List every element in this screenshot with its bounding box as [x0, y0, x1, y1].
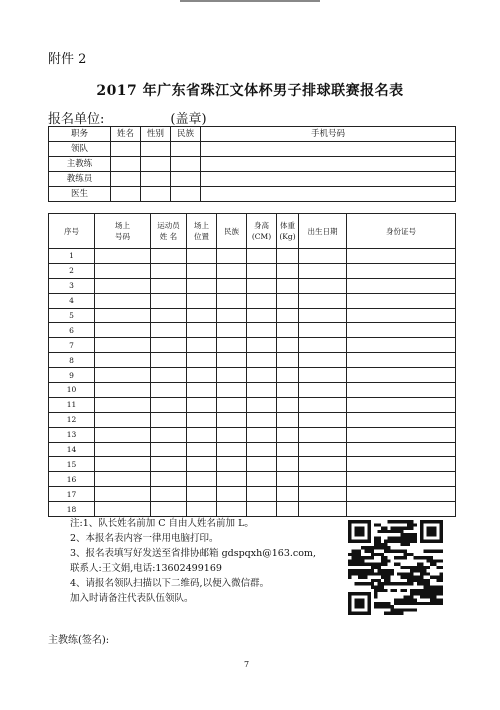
player-blank-cell — [299, 263, 347, 278]
player-blank-cell — [277, 278, 299, 293]
player-blank-cell — [347, 263, 456, 278]
player-blank-cell — [151, 472, 187, 487]
player-blank-cell — [277, 487, 299, 502]
player-blank-cell — [95, 353, 151, 368]
player-blank-cell — [347, 338, 456, 353]
player-blank-cell — [277, 412, 299, 427]
player-blank-cell — [347, 323, 456, 338]
player-blank-cell — [187, 308, 217, 323]
player-blank-cell — [187, 427, 217, 442]
player-blank-cell — [95, 397, 151, 412]
player-blank-cell — [347, 412, 456, 427]
player-blank-cell — [247, 338, 277, 353]
player-header-cell: 场上 号码 — [95, 214, 151, 249]
player-header-cell: 运动员 姓 名 — [151, 214, 187, 249]
unit-line — [48, 108, 207, 127]
player-blank-cell — [299, 353, 347, 368]
staff-row — [49, 187, 456, 202]
staff-blank-cell — [201, 187, 456, 202]
player-row — [49, 278, 456, 293]
player-blank-cell — [187, 502, 217, 517]
note-line: 3、报名表填写好发送至省排协邮箱 gdspqxh@163.com, — [70, 548, 316, 559]
player-blank-cell — [217, 427, 247, 442]
player-blank-cell — [347, 427, 456, 442]
player-blank-cell — [151, 397, 187, 412]
player-blank-cell — [247, 457, 277, 472]
player-row-number: 2 — [49, 263, 95, 278]
player-blank-cell — [299, 502, 347, 517]
player-blank-cell — [187, 383, 217, 398]
staff-role-cell: 领队 — [49, 142, 111, 157]
player-blank-cell — [299, 278, 347, 293]
player-row — [49, 427, 456, 442]
player-blank-cell — [247, 308, 277, 323]
note-line: 加入时请备注代表队伍领队。 — [70, 593, 194, 604]
wechat-qr-code-icon — [348, 520, 443, 615]
player-row — [49, 472, 456, 487]
player-blank-cell — [299, 442, 347, 457]
player-blank-cell — [95, 472, 151, 487]
player-row-number: 4 — [49, 293, 95, 308]
player-row — [49, 293, 456, 308]
player-header-cell: 场上 位置 — [187, 214, 217, 249]
player-row-number: 1 — [49, 249, 95, 264]
staff-blank-cell — [141, 187, 171, 202]
page-number: 7 — [244, 660, 250, 669]
player-blank-cell — [187, 293, 217, 308]
player-blank-cell — [347, 353, 456, 368]
player-blank-cell — [247, 502, 277, 517]
staff-blank-cell — [171, 172, 201, 187]
player-row-number: 7 — [49, 338, 95, 353]
note-line: 注:1、队长姓名前加 C 自由人姓名前加 L。 — [70, 518, 254, 529]
player-blank-cell — [247, 442, 277, 457]
player-header-cell: 出生日期 — [299, 214, 347, 249]
player-blank-cell — [187, 412, 217, 427]
player-blank-cell — [277, 308, 299, 323]
player-blank-cell — [299, 383, 347, 398]
player-header-cell: 身高 (CM) — [247, 214, 277, 249]
player-blank-cell — [187, 487, 217, 502]
player-blank-cell — [151, 412, 187, 427]
player-blank-cell — [299, 249, 347, 264]
player-blank-cell — [151, 353, 187, 368]
staff-blank-cell — [141, 142, 171, 157]
player-blank-cell — [347, 457, 456, 472]
player-blank-cell — [277, 502, 299, 517]
player-blank-cell — [347, 442, 456, 457]
player-blank-cell — [95, 263, 151, 278]
player-blank-cell — [247, 383, 277, 398]
player-blank-cell — [277, 442, 299, 457]
player-blank-cell — [247, 427, 277, 442]
player-blank-cell — [95, 368, 151, 383]
staff-blank-cell — [201, 172, 456, 187]
player-blank-cell — [299, 397, 347, 412]
staff-blank-cell — [201, 142, 456, 157]
signature-label: 主教练(签名): — [48, 635, 110, 646]
player-blank-cell — [95, 338, 151, 353]
player-blank-cell — [187, 353, 217, 368]
player-blank-cell — [347, 278, 456, 293]
player-blank-cell — [217, 397, 247, 412]
player-blank-cell — [95, 412, 151, 427]
player-blank-cell — [247, 412, 277, 427]
player-blank-cell — [151, 338, 187, 353]
player-row — [49, 249, 456, 264]
player-blank-cell — [217, 472, 247, 487]
notes-block — [70, 516, 350, 606]
staff-row — [49, 172, 456, 187]
player-blank-cell — [151, 457, 187, 472]
staff-blank-cell — [111, 187, 141, 202]
player-row-number: 14 — [49, 442, 95, 457]
staff-header-cell: 性别 — [141, 127, 171, 142]
note-line: 4、请报名领队扫描以下二维码,以便入微信群。 — [70, 578, 270, 589]
player-blank-cell — [217, 249, 247, 264]
player-row-number: 16 — [49, 472, 95, 487]
player-blank-cell — [217, 457, 247, 472]
player-row — [49, 263, 456, 278]
player-blank-cell — [277, 249, 299, 264]
staff-role-cell: 教练员 — [49, 172, 111, 187]
staff-blank-cell — [141, 172, 171, 187]
player-row — [49, 487, 456, 502]
player-blank-cell — [247, 278, 277, 293]
player-blank-cell — [95, 502, 151, 517]
player-blank-cell — [187, 249, 217, 264]
player-blank-cell — [187, 457, 217, 472]
staff-table — [48, 126, 456, 202]
player-blank-cell — [151, 249, 187, 264]
player-row-number: 18 — [49, 502, 95, 517]
unit-suffix: (盖章) — [170, 112, 207, 127]
player-blank-cell — [277, 397, 299, 412]
player-row-number: 8 — [49, 353, 95, 368]
player-blank-cell — [347, 502, 456, 517]
player-blank-cell — [299, 457, 347, 472]
player-blank-cell — [277, 368, 299, 383]
player-row — [49, 323, 456, 338]
player-blank-cell — [95, 293, 151, 308]
staff-header-cell: 手机号码 — [201, 127, 456, 142]
player-blank-cell — [217, 293, 247, 308]
player-blank-cell — [299, 487, 347, 502]
player-blank-cell — [299, 427, 347, 442]
staff-row — [49, 142, 456, 157]
staff-blank-cell — [111, 142, 141, 157]
player-blank-cell — [347, 368, 456, 383]
player-row — [49, 412, 456, 427]
staff-blank-cell — [171, 187, 201, 202]
staff-header-cell: 民族 — [171, 127, 201, 142]
player-blank-cell — [277, 263, 299, 278]
staff-role-cell: 主教练 — [49, 157, 111, 172]
staff-blank-cell — [141, 157, 171, 172]
player-blank-cell — [347, 293, 456, 308]
staff-blank-cell — [111, 172, 141, 187]
player-blank-cell — [277, 383, 299, 398]
player-blank-cell — [151, 502, 187, 517]
player-blank-cell — [187, 442, 217, 457]
player-header-cell: 体重 (Kg) — [277, 214, 299, 249]
player-blank-cell — [217, 323, 247, 338]
player-blank-cell — [95, 323, 151, 338]
staff-header-cell: 姓名 — [111, 127, 141, 142]
player-blank-cell — [151, 293, 187, 308]
player-blank-cell — [187, 263, 217, 278]
player-blank-cell — [347, 249, 456, 264]
player-blank-cell — [299, 323, 347, 338]
player-blank-cell — [299, 338, 347, 353]
player-blank-cell — [347, 397, 456, 412]
player-blank-cell — [277, 457, 299, 472]
player-blank-cell — [247, 368, 277, 383]
player-blank-cell — [217, 383, 247, 398]
player-blank-cell — [247, 263, 277, 278]
player-blank-cell — [217, 368, 247, 383]
player-blank-cell — [277, 353, 299, 368]
player-row-number: 12 — [49, 412, 95, 427]
player-blank-cell — [347, 383, 456, 398]
player-blank-cell — [151, 323, 187, 338]
player-row — [49, 338, 456, 353]
player-blank-cell — [277, 323, 299, 338]
player-blank-cell — [187, 323, 217, 338]
player-blank-cell — [217, 278, 247, 293]
player-blank-cell — [151, 442, 187, 457]
player-blank-cell — [277, 338, 299, 353]
staff-header-cell: 职务 — [49, 127, 111, 142]
player-header-cell: 身份证号 — [347, 214, 456, 249]
player-blank-cell — [247, 472, 277, 487]
player-blank-cell — [247, 353, 277, 368]
player-blank-cell — [217, 487, 247, 502]
player-blank-cell — [187, 472, 217, 487]
player-blank-cell — [217, 353, 247, 368]
player-header-cell: 民族 — [217, 214, 247, 249]
player-header-row — [49, 214, 456, 249]
player-blank-cell — [217, 338, 247, 353]
player-row — [49, 457, 456, 472]
unit-label: 报名单位: — [48, 112, 105, 127]
player-blank-cell — [299, 368, 347, 383]
player-blank-cell — [247, 487, 277, 502]
player-blank-cell — [299, 293, 347, 308]
player-blank-cell — [217, 442, 247, 457]
staff-blank-cell — [171, 157, 201, 172]
player-blank-cell — [347, 472, 456, 487]
player-blank-cell — [217, 502, 247, 517]
player-blank-cell — [187, 397, 217, 412]
player-blank-cell — [151, 278, 187, 293]
player-blank-cell — [247, 293, 277, 308]
player-blank-cell — [299, 472, 347, 487]
staff-row — [49, 157, 456, 172]
player-row-number: 10 — [49, 383, 95, 398]
player-blank-cell — [347, 308, 456, 323]
player-row-number: 13 — [49, 427, 95, 442]
player-blank-cell — [151, 368, 187, 383]
player-row-number: 3 — [49, 278, 95, 293]
player-row-number: 9 — [49, 368, 95, 383]
player-blank-cell — [247, 323, 277, 338]
player-blank-cell — [95, 457, 151, 472]
annex-label: 附件 2 — [48, 52, 87, 67]
player-blank-cell — [217, 263, 247, 278]
player-row — [49, 397, 456, 412]
player-blank-cell — [95, 278, 151, 293]
note-line: 联系人:王文娟,电话:13602499169 — [70, 563, 222, 574]
player-row — [49, 353, 456, 368]
player-blank-cell — [151, 383, 187, 398]
player-blank-cell — [95, 308, 151, 323]
player-blank-cell — [277, 472, 299, 487]
player-row-number: 17 — [49, 487, 95, 502]
player-row-number: 5 — [49, 308, 95, 323]
player-row-number: 15 — [49, 457, 95, 472]
player-row — [49, 368, 456, 383]
player-header-cell: 序号 — [49, 214, 95, 249]
player-blank-cell — [95, 442, 151, 457]
player-blank-cell — [95, 383, 151, 398]
player-blank-cell — [247, 249, 277, 264]
player-blank-cell — [187, 338, 217, 353]
staff-header-row — [49, 127, 456, 142]
player-row — [49, 308, 456, 323]
player-table — [48, 213, 456, 517]
player-blank-cell — [95, 487, 151, 502]
player-blank-cell — [299, 412, 347, 427]
player-blank-cell — [247, 397, 277, 412]
player-row — [49, 383, 456, 398]
player-blank-cell — [187, 278, 217, 293]
player-blank-cell — [151, 263, 187, 278]
player-blank-cell — [277, 427, 299, 442]
scan-edge-line — [180, 0, 320, 2]
player-blank-cell — [187, 368, 217, 383]
staff-role-cell: 医生 — [49, 187, 111, 202]
staff-blank-cell — [111, 157, 141, 172]
player-blank-cell — [347, 487, 456, 502]
staff-blank-cell — [171, 142, 201, 157]
player-blank-cell — [151, 487, 187, 502]
player-row-number: 6 — [49, 323, 95, 338]
player-blank-cell — [277, 293, 299, 308]
player-blank-cell — [299, 308, 347, 323]
player-blank-cell — [151, 427, 187, 442]
page-title: 2017 年广东省珠江文体杯男子排球联赛报名表 — [96, 83, 404, 99]
player-blank-cell — [95, 427, 151, 442]
staff-blank-cell — [201, 157, 456, 172]
player-blank-cell — [151, 308, 187, 323]
player-row — [49, 502, 456, 517]
player-blank-cell — [95, 249, 151, 264]
player-row — [49, 442, 456, 457]
player-blank-cell — [217, 412, 247, 427]
player-blank-cell — [217, 308, 247, 323]
player-row-number: 11 — [49, 397, 95, 412]
note-line: 2、本报名表内容一律用电脑打印。 — [70, 533, 219, 544]
